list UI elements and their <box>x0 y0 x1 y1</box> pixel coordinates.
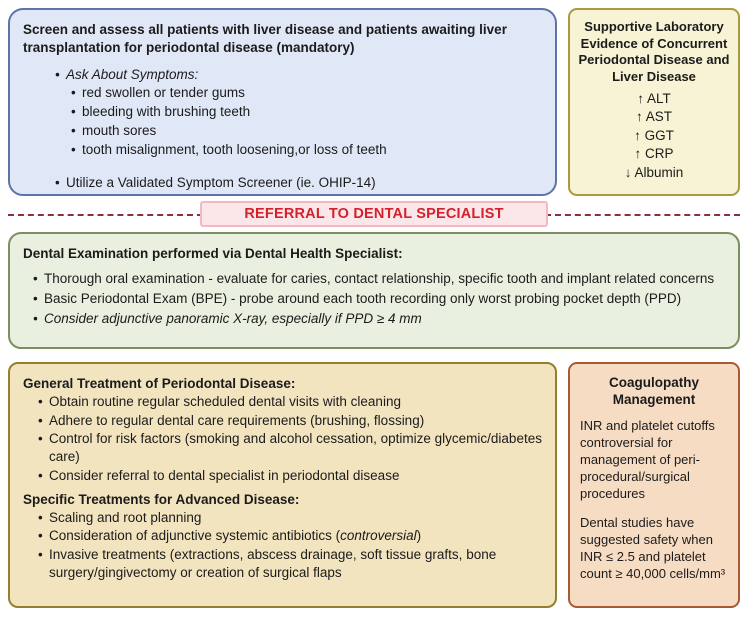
symptom-item: • mouth sores <box>71 122 542 140</box>
screening-title: Screen and assess all patients with liver disease and patients awaiting liver transplantation for periodontal disease (mandatory) <box>23 22 507 55</box>
symptom-item: • bleeding with brushing teeth <box>71 103 542 121</box>
general-treatment-list <box>38 393 542 485</box>
treatment-item: • Adhere to regular dental care requirements (brushing, flossing) <box>38 412 542 430</box>
referral-label <box>200 201 547 227</box>
screener-item: • Utilize a Validated Symptom Screener (ie. OHIP-14) <box>55 174 542 192</box>
treatment-item-antibiotics <box>38 527 542 545</box>
symptom-list <box>71 84 542 158</box>
treatment-item: • Control for risk factors (smoking and alcohol cessation, optimize glycemic/diabetes care) <box>38 430 542 466</box>
ask-symptoms-header: • Ask About Symptoms: <box>55 66 542 84</box>
lab-item-alt: ↑ ALT <box>637 90 671 106</box>
antibiotics-suffix: ) <box>416 528 422 544</box>
specific-treatment-title: Specific Treatments for Advanced Disease: <box>23 491 300 507</box>
treatment-item: • Scaling and root planning <box>38 509 542 527</box>
lab-item-ast: ↑ AST <box>635 109 672 125</box>
bottom-row <box>8 362 740 608</box>
symptom-item: • red swollen or tender gums <box>71 84 542 102</box>
screening-box <box>8 8 557 196</box>
specific-treatment-list <box>38 509 542 582</box>
general-treatment-title: General Treatment of Periodontal Disease: <box>23 375 296 391</box>
lab-item-crp: ↑ CRP <box>634 146 674 162</box>
coagulopathy-box <box>568 362 740 608</box>
dental-exam-box <box>8 232 740 349</box>
symptom-item: • tooth misalignment, tooth loosening,or loss of teeth <box>71 141 542 159</box>
antibiotics-controversial: controversial <box>340 528 417 544</box>
lab-title: Supportive Laboratory Evidence of Concurrent Periodontal Disease and Liver Disease <box>578 19 730 84</box>
symptom-header-list <box>55 66 542 84</box>
lab-item-ggt: ↑ GGT <box>634 127 674 143</box>
treatment-item: • Obtain routine regular scheduled dental visits with cleaning <box>38 393 542 411</box>
lab-items <box>576 90 732 183</box>
lab-evidence-box <box>568 8 740 196</box>
exam-item-xray: • Consider adjunctive panoramic X-ray, especially if PPD ≥ 4 mm <box>33 310 725 328</box>
antibiotics-prefix: Consideration of adjunctive systemic antibiotics ( <box>49 528 341 544</box>
exam-item: • Basic Periodontal Exam (BPE) - probe around each tooth recording only worst probing pocket depth (PPD) <box>33 290 725 308</box>
dental-exam-title: Dental Examination performed via Dental Health Specialist: <box>23 246 403 262</box>
referral-divider <box>8 199 740 228</box>
top-row <box>8 8 740 196</box>
screener-list <box>55 174 542 192</box>
treatment-item: • Invasive treatments (extractions, abscess drainage, soft tissue grafts, bone surgery/gingivectomy or creation of surgical flaps <box>38 546 542 582</box>
treatment-item: • Consider referral to dental specialist in periodontal disease <box>38 467 542 485</box>
referral-label-text: REFERRAL TO DENTAL SPECIALIST <box>244 205 504 222</box>
coagulopathy-paragraph: INR and platelet cutoffs controversial for management of peri-procedural/surgical procedures <box>580 417 715 501</box>
coagulopathy-paragraph: Dental studies have suggested safety when INR ≤ 2.5 and platelet count ≥ 40,000 cells/mm³ <box>580 515 726 582</box>
exam-list <box>33 270 725 327</box>
lab-item-albumin: ↓ Albumin <box>624 165 684 180</box>
treatment-box <box>8 362 557 608</box>
exam-item: • Thorough oral examination - evaluate for caries, contact relationship, specific tooth and implant related concerns <box>33 270 725 288</box>
coagulopathy-title: Coagulopathy Management <box>609 374 699 408</box>
